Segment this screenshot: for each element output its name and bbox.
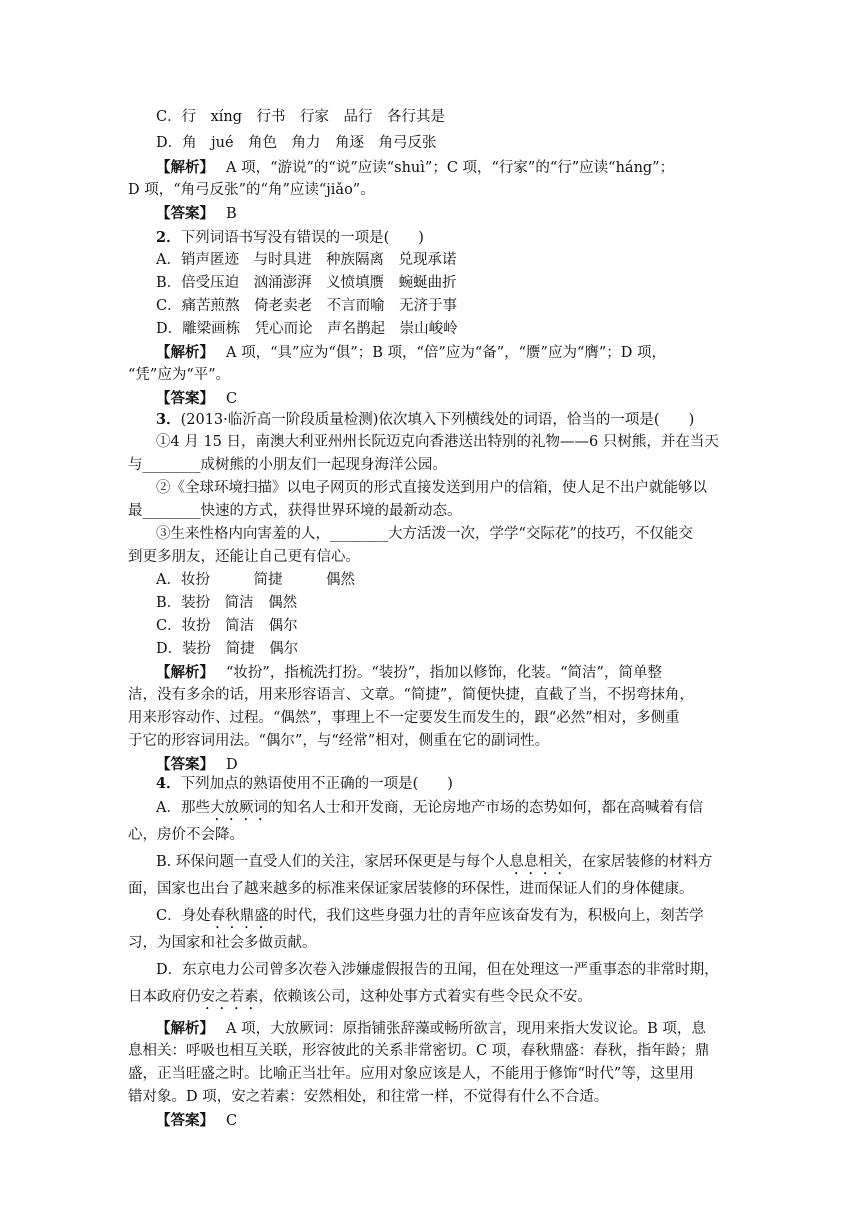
- dotted-idiom: 春秋鼎盛: [210, 908, 269, 924]
- q1-answer: [128, 202, 734, 225]
- q4-option-d-cont: [128, 984, 734, 1011]
- answer-value: D: [226, 757, 238, 773]
- q3-option-a: A．妆扮 简捷 偶然: [156, 572, 355, 588]
- q4-analysis-text: A 项，大放厥词：原指铺张辞藻或畅所欲言，现用来指大发议论。B 项，息: [226, 1021, 706, 1037]
- q4-analysis-line: 息相关：呼吸也相互关联，形容彼此的关系非常密切。C 项，春秋鼎盛：春秋，指年龄；鼎: [128, 1043, 710, 1059]
- q4-option-a-cont: 心，房价不会降。: [128, 827, 244, 843]
- q4-option-b: [128, 849, 734, 876]
- question-3: [128, 408, 734, 776]
- question-number: 2．: [156, 229, 181, 246]
- q3-passage-line: ②《全球环境扫描》以电子网页的形式直接发送到用户的信箱，使人足不出户就能够以: [156, 480, 707, 496]
- question-2: [128, 226, 734, 410]
- answer-label: 【答案】: [156, 390, 214, 407]
- question-stem: (2013·临沂高一阶段质量检测)依次填入下列横线处的词语，恰当的一项是( ): [180, 412, 695, 428]
- question-1-tail: [128, 104, 734, 225]
- q2-analysis-line: “凭”应为“平”。: [128, 367, 231, 383]
- q3-analysis-line: 于它的形容词用法。“偶尔”，与“经常”相对，侧重在它的副词性。: [128, 733, 550, 749]
- text-segment: 日本政府仍: [128, 989, 201, 1005]
- q1-analysis-line: [128, 156, 734, 179]
- q1-analysis-text: A 项，“游说”的“说”应读“shuì”；C 项，“行家”的“行”应读“háng”；: [226, 160, 675, 176]
- q2-option-a: A．销声匿迹 与时具进 种族隔离 兑现承诺: [156, 252, 457, 268]
- q1-option-d: D．角 jué 角色 角力 角逐 角弓反张: [156, 135, 437, 151]
- answer-value: C: [226, 391, 238, 407]
- dotted-idiom: 大放厥词: [209, 800, 268, 816]
- q3-passage-line: 最________快速的方式，获得世界环境的最新动态。: [128, 503, 462, 519]
- q4-option-c-cont: 习，为国家和社会多做贡献。: [128, 935, 317, 951]
- text-segment: C．身处: [156, 908, 211, 924]
- analysis-label: 【解析】: [156, 1020, 214, 1037]
- q2-answer: [128, 387, 734, 410]
- q3-analysis-line: [128, 661, 734, 684]
- q2-option-d: D．雕梁画栋 凭心而论 声名鹊起 崇山峻岭: [156, 321, 458, 337]
- text-segment: 的知名人士和开发商，无论房地产市场的态势如何，都在高喊着有信: [267, 800, 703, 816]
- q3-option-c: C．妆扮 简洁 偶尔: [156, 618, 298, 634]
- q3-option-b: B．装扮 简洁 偶然: [156, 595, 298, 611]
- question-stem: 下列加点的熟语使用不正确的一项是( ): [180, 776, 453, 792]
- q2-option-b: B．倍受压迫 汹涌澎湃 义愤填赝 蜿蜒曲折: [156, 275, 457, 291]
- q4-option-a: [128, 795, 734, 822]
- q2-option-c: C．痛苦煎熬 倚老卖老 不言而喻 无济于事: [156, 298, 458, 314]
- q4-option-d: D．东京电力公司曾多次卷入涉嫌虚假报告的丑闻，但在处理这一严重事态的非常时期，: [156, 962, 719, 978]
- q2-analysis-line: [128, 341, 734, 364]
- q3-analysis-line: 洁，没有多余的话，用来形容语言、文章。“简捷”，简便快捷，直截了当，不拐弯抹角，: [128, 687, 694, 703]
- q3-passage-line: ③生来性格内向害羞的人，________大方活泼一次，学学“交际花”的技巧，不仅能交: [156, 526, 693, 542]
- answer-label: 【答案】: [156, 205, 214, 222]
- text-segment: 的时代，我们这些身强力壮的青年应该奋发有为，积极向上，刻苦学: [268, 908, 704, 924]
- analysis-label: 【解析】: [156, 344, 214, 361]
- q4-option-c: [128, 903, 734, 930]
- q1-option-c: C．行 xíng 行书 行家 品行 各行其是: [156, 109, 446, 125]
- q3-stem: [128, 408, 734, 431]
- text-segment: ，依赖该公司，这种处事方式着实有些令民众不安。: [258, 989, 592, 1005]
- q3-passage-line: 与________成树熊的小朋友们一起现身海洋公园。: [128, 457, 447, 473]
- q3-analysis-line: 用来形容动作、过程。“偶然”，事理上不一定要发生而发生的，跟“必然”相对，多侧重: [128, 710, 680, 726]
- text-segment: B. 环保问题一直受人们的关注，家居环保更是与每个人: [156, 854, 510, 870]
- question-stem: 下列词语书写没有错误的一项是( ): [180, 230, 424, 246]
- answer-label: 【答案】: [156, 756, 214, 773]
- q4-analysis-line: [128, 1017, 734, 1040]
- question-number: 4．: [156, 775, 181, 792]
- q1-analysis-line: D 项，“角弓反张”的“角”应读“jiǎo”。: [128, 182, 375, 198]
- q4-analysis-line: 错对象。D 项，安之若素：安然相处，和往常一样，不觉得有什么不合适。: [128, 1089, 609, 1105]
- q4-analysis-line: 盛，正当旺盛之时。比喻正当壮年。应用对象应该是人，不能用于修饰“时代”等，这里用: [128, 1066, 694, 1082]
- question-number: 3．: [156, 411, 181, 428]
- analysis-label: 【解析】: [156, 664, 214, 681]
- q4-answer: [128, 1109, 734, 1132]
- question-4: [128, 772, 734, 1132]
- dotted-idiom: 安之若素: [200, 989, 259, 1005]
- q4-stem: [128, 772, 734, 795]
- q2-analysis-text: A 项，“具”应为“俱”；B 项，“倍”应为“备”，“赝”应为“膺”；D 项，: [226, 345, 667, 361]
- text-segment: ，在家居装修的材料方: [567, 854, 713, 870]
- q3-passage-line: 到更多朋友，还能让自己更有信心。: [128, 549, 360, 565]
- q2-stem: [128, 226, 734, 249]
- text-segment: A．那些: [156, 800, 210, 816]
- answer-value: B: [226, 206, 237, 222]
- q4-option-b-cont: 面，国家也出台了越来越多的标准来保证家居装修的环保性，进而保证人们的身体健康。: [128, 881, 694, 897]
- q3-passage-line: ①4 月 15 日，南澳大利亚州州长阮迈克向香港送出特别的礼物——6 只树熊，并在当天: [156, 434, 719, 450]
- analysis-label: 【解析】: [156, 159, 214, 176]
- q3-option-d: D．装扮 简捷 偶尔: [156, 641, 299, 657]
- answer-label: 【答案】: [156, 1112, 214, 1129]
- dotted-idiom: 息息相关: [509, 854, 568, 870]
- q3-analysis-text: “妆扮”，指梳洗打扮。“装扮”，指加以修饰，化装。“简洁”，简单整: [226, 665, 662, 681]
- answer-value: C: [226, 1113, 238, 1129]
